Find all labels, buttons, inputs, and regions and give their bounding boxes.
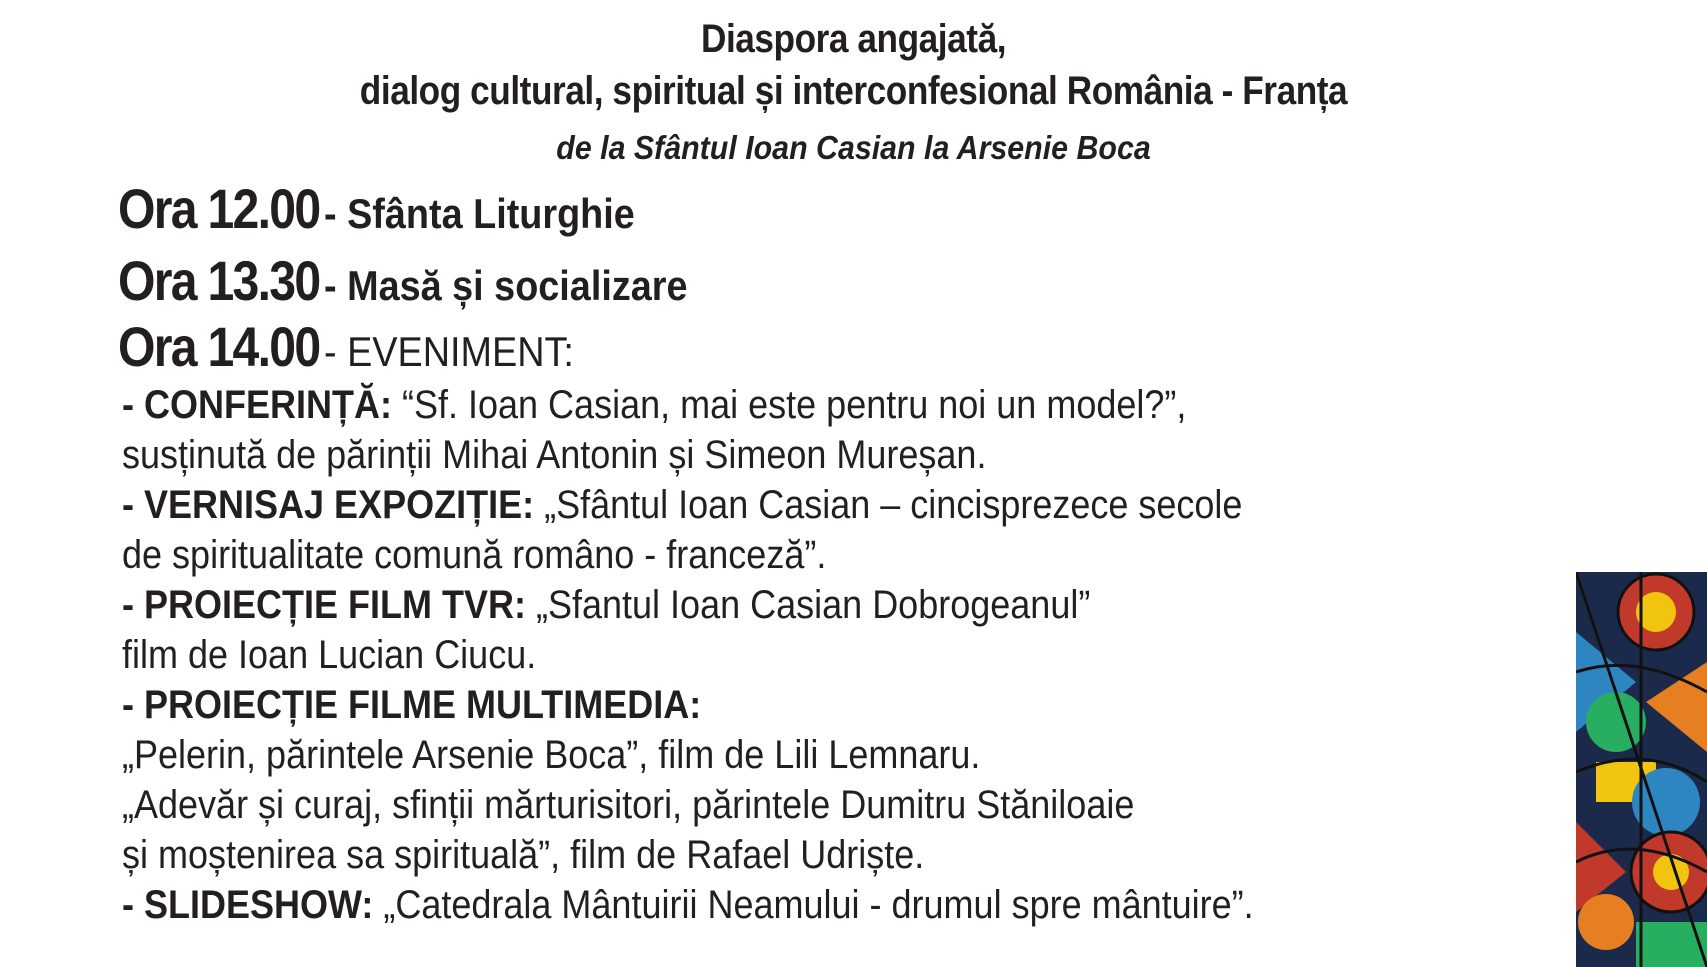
exhibition-line <box>122 480 1427 530</box>
exhibition-label: - VERNISAJ EXPOZIȚIE: <box>122 483 535 527</box>
conference-label: - CONFERINȚĂ: <box>122 383 392 427</box>
schedule-row-1400 <box>118 314 602 379</box>
multimedia-film-2: „Adevăr și curaj, sfinții mărturisitori, părintele Dumitru Stăniloaie <box>122 783 1135 827</box>
schedule-row-1200 <box>118 176 670 241</box>
film-tvr-author: film de Ioan Lucian Ciucu. <box>122 633 537 677</box>
schedule-description: - EVENIMENT: <box>324 328 575 375</box>
exhibition-title: „Sfântul Ioan Casian – cincisprezece secole <box>534 483 1243 527</box>
title-line-2: dialog cultural, spiritual și interconfesional România - Franța <box>359 69 1348 113</box>
event-details <box>122 380 1572 930</box>
conference-speakers: susținută de părinții Mihai Antonin și Simeon Mureșan. <box>122 433 987 477</box>
schedule-time: Ora 14.00 <box>118 315 320 378</box>
schedule-time: Ora 13.30 <box>118 249 320 312</box>
schedule-time: Ora 12.00 <box>118 177 320 240</box>
film-tvr-label: - PROIECȚIE FILM TVR: <box>122 583 526 627</box>
film-tvr-title: „Sfantul Ioan Casian Dobrogeanul” <box>525 583 1091 627</box>
title-line-1: Diaspora angajată, <box>700 17 1007 61</box>
schedule-description: - Masă și socializare <box>324 262 688 309</box>
conference-line <box>122 380 1427 430</box>
schedule-description: - Sfânta Liturghie <box>324 190 636 237</box>
exhibition-title-cont: de spiritualitate comună româno - franceză”. <box>122 533 827 577</box>
subtitle: de la Sfântul Ioan Casian la Arsenie Boca <box>556 129 1151 166</box>
stained-glass-window-image <box>1576 572 1707 967</box>
multimedia-label: - PROIECȚIE FILME MULTIMEDIA: <box>122 683 702 727</box>
slideshow-title: „Catedrala Mântuirii Neamului - drumul spre mântuire”. <box>373 883 1254 927</box>
film-tvr-line <box>122 580 1427 630</box>
slideshow-label: - SLIDESHOW: <box>122 883 374 927</box>
slideshow-line <box>122 880 1427 930</box>
multimedia-line <box>122 680 1427 730</box>
multimedia-film-1: „Pelerin, părintele Arsenie Boca”, film de Lili Lemnaru. <box>122 733 981 777</box>
schedule-row-1330 <box>118 248 728 313</box>
multimedia-film-2-cont: și moștenirea sa spirituală”, film de Rafael Udriște. <box>122 833 925 877</box>
conference-title: “Sf. Ioan Casian, mai este pentru noi un model?”, <box>391 383 1187 427</box>
